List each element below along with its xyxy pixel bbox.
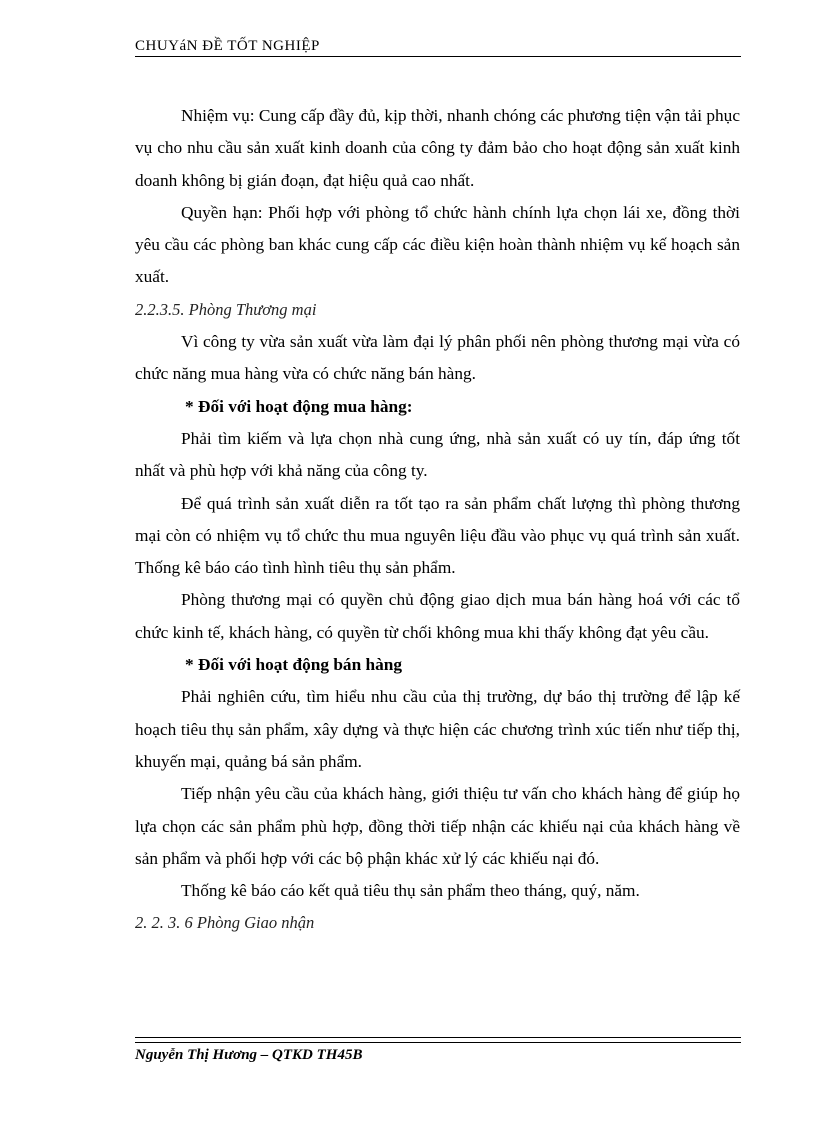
paragraph-sales-3: Thống kê báo cáo kết quả tiêu thụ sản phẩm theo tháng, quý, năm. xyxy=(181,881,640,901)
paragraph-purchasing-3: Phòng thương mại có quyền chủ động giao dịch mua bán hàng hoá với các tổ chức kinh tế, khách hàng, có quyền từ chối không mua khi thấy không đạt yêu cầu. xyxy=(135,590,740,642)
paragraph-purchasing-2: Để quá trình sản xuất diễn ra tốt tạo ra sản phẩm chất lượng thì phòng thương mại còn có nhiệm vụ tổ chức thu mua nguyên liệu đầu vào phục vụ quá trình sản xuất. Thống kê báo cáo tình hình tiêu thụ sản phẩm. xyxy=(135,493,740,578)
subheading-sales: * Đối với hoạt động bán hàng xyxy=(185,655,403,675)
paragraph-sales-1: Phải nghiên cứu, tìm hiểu nhu cầu của thị trường, dự báo thị trường để lập kế hoạch tiêu thụ sản phẩm, xây dựng và thực hiện các chương trình xúc tiến như tiếp thị, khuyến mại, quảng bá sản phẩm. xyxy=(135,687,740,771)
header-divider xyxy=(135,56,741,57)
paragraph-authority: Quyền hạn: Phối hợp với phòng tổ chức hành chính lựa chọn lái xe, đồng thời yêu cầu các phòng ban khác cung cấp các điều kiện hoàn thành nhiệm vụ kế hoạch sản xuất. xyxy=(135,202,740,287)
footer-divider-bottom xyxy=(135,1042,741,1043)
footer-author: Nguyễn Thị Hương – QTKD TH45B xyxy=(135,1047,363,1063)
paragraph-duties: Nhiệm vụ: Cung cấp đầy đủ, kịp thời, nhanh chóng các phương tiện vận tải phục vụ cho nhu cầu sản xuất kinh doanh của công ty đảm bảo cho hoạt động sản xuất kinh doanh không bị gián đoạn, đạt hiệu quả cao nhất. xyxy=(135,106,740,190)
section-heading-delivery-dept: 2. 2. 3. 6 Phòng Giao nhận xyxy=(135,913,315,933)
section-heading-trade-dept: 2.2.3.5. Phòng Thương mại xyxy=(135,299,317,319)
paragraph-purchasing-1: Phải tìm kiếm và lựa chọn nhà cung ứng, nhà sản xuất có uy tín, đáp ứng tốt nhất và phù hợp với khả năng của công ty. xyxy=(135,428,740,481)
subheading-purchasing: * Đối với hoạt động mua hàng: xyxy=(185,396,413,416)
footer-divider-top xyxy=(135,1037,741,1038)
document-body xyxy=(135,100,740,940)
page-header-title: CHUYáN ĐỀ TỐT NGHIỆP xyxy=(135,38,320,54)
paragraph-trade-intro: Vì công ty vừa sản xuất vừa làm đại lý phân phối nên phòng thương mại vừa có chức năng mua hàng vừa có chức năng bán hàng. xyxy=(135,332,740,384)
paragraph-sales-2: Tiếp nhận yêu cầu của khách hàng, giới thiệu tư vấn cho khách hàng để giúp họ lựa chọn các sản phẩm phù hợp, đồng thời tiếp nhận các khiếu nại của khách hàng về sản phẩm và phối hợp với các bộ phận khác xử lý các khiếu nại đó. xyxy=(135,784,740,868)
